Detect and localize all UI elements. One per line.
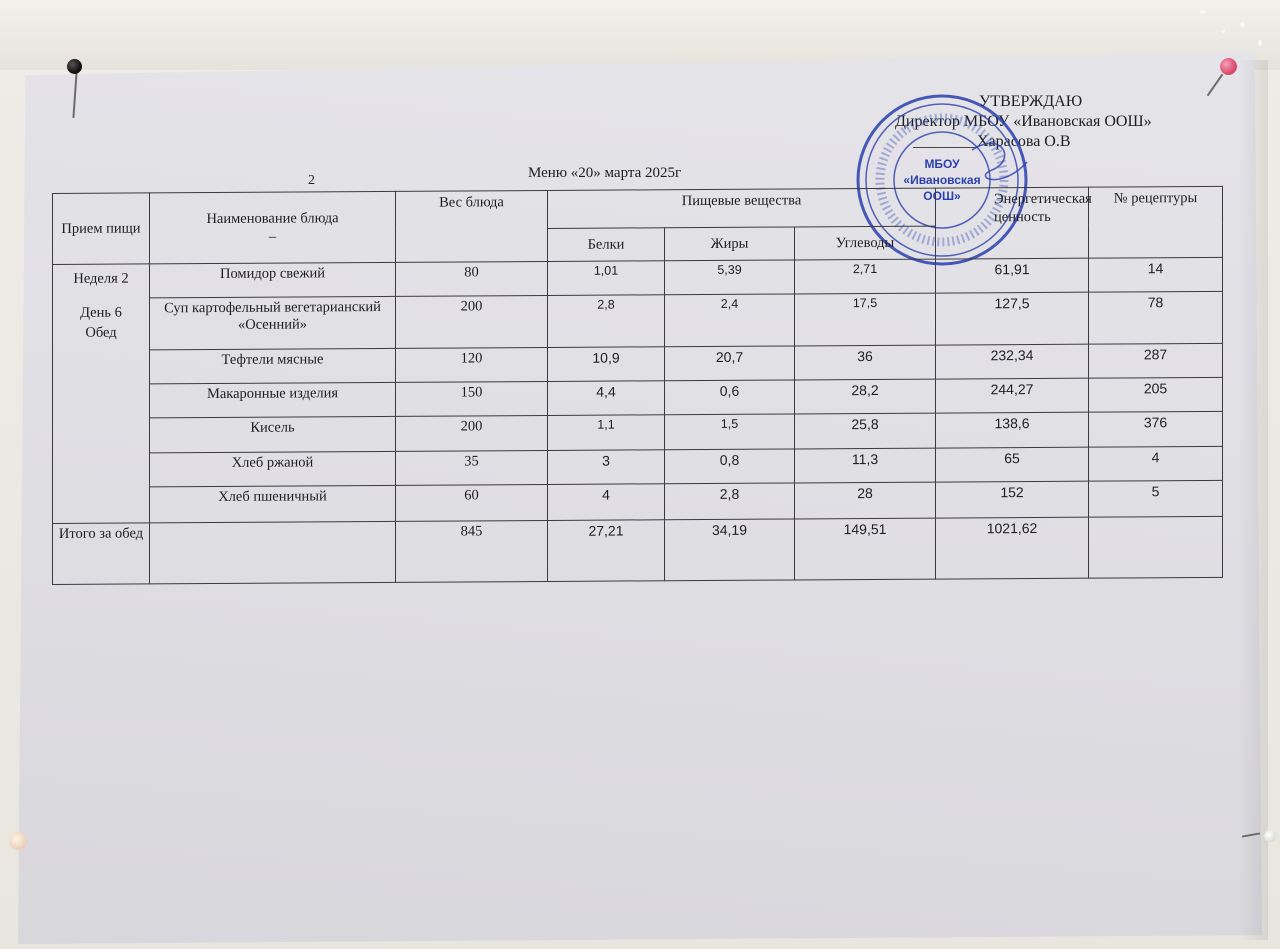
header-dish <box>150 191 396 264</box>
meal-week: Неделя 2 <box>73 270 129 288</box>
dish-carbs: 36 <box>795 345 936 379</box>
wall-speck <box>1222 30 1225 33</box>
header-dish-mark: – <box>268 228 277 245</box>
signature-blank: ________ <box>913 133 977 150</box>
total-dish <box>150 522 396 584</box>
stamp-text: «Ивановская <box>903 173 981 187</box>
white-pushpin-icon <box>1264 830 1276 842</box>
wall-speck <box>1240 22 1245 27</box>
dish-name: Хлеб ржаной <box>150 451 396 487</box>
total-protein: 27,21 <box>548 520 665 582</box>
dish-name: Суп картофельный вегетарианский «Осенний» <box>150 296 396 350</box>
dish-energy: 244,27 <box>936 378 1089 414</box>
meal-day: День 6 <box>80 304 122 322</box>
total-recipe <box>1089 516 1223 578</box>
dish-weight: 120 <box>396 348 548 382</box>
dish-weight: 60 <box>396 485 548 522</box>
header-nutrients: Пищевые вещества <box>548 188 936 228</box>
total-label: Итого за обед <box>53 523 150 584</box>
dish-carbs: 2,71 <box>795 259 936 293</box>
dish-fat: 0,6 <box>665 380 795 415</box>
dish-recipe: 4 <box>1089 446 1223 481</box>
stamp-text: МБОУ <box>924 157 960 171</box>
dish-weight: 200 <box>396 295 548 348</box>
dish-recipe: 14 <box>1089 258 1223 292</box>
dish-carbs: 28,2 <box>795 379 936 414</box>
total-carbs: 149,51 <box>795 518 936 580</box>
dish-carbs: 11,3 <box>795 448 936 483</box>
dish-name: Кисель <box>150 417 396 453</box>
wall-speck <box>1200 10 1206 14</box>
total-energy: 1021,62 <box>936 517 1089 579</box>
dish-protein: 4,4 <box>548 380 665 415</box>
total-fat: 34,19 <box>665 519 795 581</box>
black-pushpin-icon <box>67 59 82 74</box>
wall-speck <box>1258 40 1262 46</box>
dish-recipe: 287 <box>1089 344 1223 378</box>
dish-protein: 10,9 <box>548 347 665 381</box>
dish-fat: 1,5 <box>665 414 795 449</box>
dish-energy: 65 <box>936 447 1089 483</box>
header-dish-label: Наименование блюда <box>206 210 339 228</box>
dish-carbs: 28 <box>795 483 936 520</box>
director-name: Харасова О.В <box>977 133 1071 150</box>
dish-energy: 232,34 <box>936 344 1089 378</box>
dish-weight: 200 <box>396 416 548 452</box>
dish-weight: 80 <box>396 262 548 296</box>
header-meal: Прием пищи <box>53 193 150 265</box>
pink-pushpin-icon <box>1220 58 1237 75</box>
dish-fat: 5,39 <box>665 260 795 294</box>
meal-type: Обед <box>85 324 117 342</box>
white-pushpin-icon <box>9 832 27 850</box>
total-row <box>53 516 1223 584</box>
dish-weight: 35 <box>396 450 548 486</box>
dish-name: Тефтели мясные <box>150 349 396 384</box>
dish-recipe: 205 <box>1089 377 1223 412</box>
header-carbs: Углеводы <box>795 226 936 260</box>
stamp-text: ООШ» <box>923 189 961 203</box>
dish-protein: 1,1 <box>548 415 665 450</box>
dish-name: Помидор свежий <box>150 263 396 298</box>
dish-recipe: 5 <box>1089 481 1223 517</box>
dish-energy: 152 <box>936 482 1089 519</box>
approval-heading: УТВЕРЖДАЮ <box>979 93 1083 110</box>
title-mark: 2 <box>308 173 315 188</box>
dish-fat: 20,7 <box>665 346 795 380</box>
total-weight: 845 <box>396 521 548 583</box>
dish-energy: 127,5 <box>936 292 1089 345</box>
dish-weight: 150 <box>396 381 548 417</box>
table-row <box>53 291 1223 351</box>
dish-protein: 3 <box>548 450 665 485</box>
menu-title: Меню «20» марта 2025г <box>528 165 682 181</box>
dish-protein: 2,8 <box>548 295 665 348</box>
dish-recipe: 376 <box>1089 412 1223 447</box>
header-protein: Белки <box>548 227 665 261</box>
dish-carbs: 25,8 <box>795 413 936 448</box>
menu-table <box>52 186 1223 585</box>
dish-energy: 138,6 <box>936 412 1089 448</box>
dish-carbs: 17,5 <box>795 293 936 346</box>
meal-label <box>53 264 150 523</box>
approval-position: Директор МБОУ «Ивановская ООШ» <box>895 113 1152 130</box>
header-recipe: № рецептуры <box>1089 186 1223 258</box>
header-weight: Вес блюда <box>396 190 548 262</box>
header-row <box>53 186 1223 231</box>
header-fat: Жиры <box>665 227 795 261</box>
dish-energy: 61,91 <box>936 258 1089 292</box>
dish-name: Макаронные изделия <box>150 382 396 418</box>
dish-name: Хлеб пшеничный <box>150 486 396 523</box>
dish-fat: 0,8 <box>665 449 795 484</box>
dish-protein: 4 <box>548 484 665 520</box>
header-energy: Энергетическая ценность <box>936 187 1089 259</box>
sheet-edge-shadow <box>1238 60 1268 940</box>
dish-fat: 2,4 <box>665 294 795 347</box>
dish-recipe: 78 <box>1089 291 1223 344</box>
dish-fat: 2,8 <box>665 483 795 519</box>
dish-protein: 1,01 <box>548 261 665 295</box>
